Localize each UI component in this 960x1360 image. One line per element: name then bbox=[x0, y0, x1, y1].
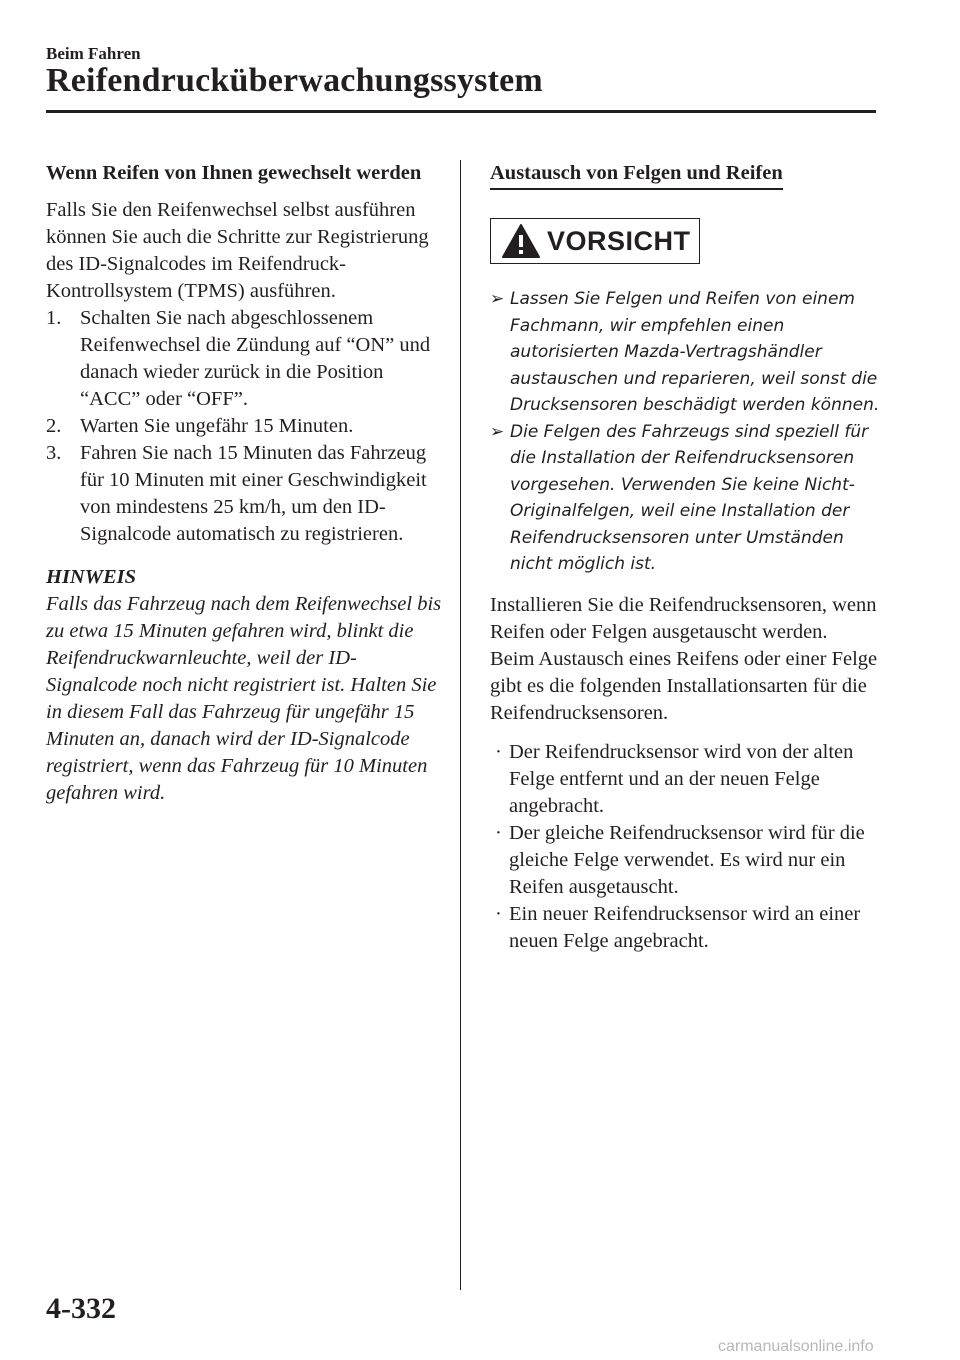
caution-item bbox=[490, 286, 880, 419]
install-paragraph bbox=[490, 592, 880, 727]
step-number: 1. bbox=[46, 307, 62, 329]
steps-list bbox=[46, 305, 446, 548]
warning-triangle-icon bbox=[501, 223, 541, 259]
column-divider bbox=[460, 160, 461, 1290]
header-rule bbox=[46, 110, 876, 113]
dot-bullet-icon: · bbox=[495, 821, 502, 844]
dot-bullet-icon: · bbox=[495, 902, 502, 925]
list-item-text: Der Reifendrucksensor wird von der alten Felge entfernt und an der neuen Felge angebracht. bbox=[509, 740, 854, 817]
step-item bbox=[46, 305, 446, 413]
install-paragraph-1: Installieren Sie die Reifendrucksensoren, wenn Reifen oder Felgen ausgetauscht werden. bbox=[490, 593, 877, 643]
right-section-heading: Austausch von Felgen und Reifen bbox=[490, 160, 783, 190]
left-section-heading: Wenn Reifen von Ihnen gewechselt werden bbox=[46, 162, 422, 184]
list-item-text: Der gleiche Reifendrucksensor wird für die gleiche Felge verwendet. Es wird nur ein Reifen ausgetauscht. bbox=[509, 821, 865, 898]
dot-bullet-icon: · bbox=[495, 740, 502, 763]
install-types-list bbox=[490, 739, 880, 955]
list-item bbox=[490, 901, 880, 955]
section-label: Beim Fahren bbox=[46, 44, 141, 63]
arrow-bullet-icon: ➢ bbox=[490, 421, 505, 442]
step-text: Schalten Sie nach abgeschlossenem Reifenwechsel die Zündung auf “ON” und danach wieder zurück in die Position “ACC” oder “OFF”. bbox=[80, 307, 431, 410]
page-number: 4-332 bbox=[46, 1292, 116, 1325]
note-title: HINWEIS bbox=[46, 566, 137, 588]
list-item bbox=[490, 820, 880, 901]
caution-item bbox=[490, 419, 880, 578]
caution-box bbox=[490, 218, 700, 264]
step-number: 2. bbox=[46, 415, 62, 437]
step-item bbox=[46, 413, 446, 440]
step-item bbox=[46, 440, 446, 548]
step-text: Warten Sie ungefähr 15 Minuten. bbox=[80, 415, 354, 437]
left-column bbox=[46, 160, 446, 807]
caution-label: VORSICHT bbox=[547, 225, 691, 256]
page-title: Reifendrucküberwachungssystem bbox=[46, 62, 543, 99]
step-text: Fahren Sie nach 15 Minuten das Fahrzeug für 10 Minuten mit einer Geschwindigkeit von mindestens 25 km/h, um den ID-Signalcode automatisch zu registrieren. bbox=[80, 442, 427, 545]
step-number: 3. bbox=[46, 442, 62, 464]
note-text: Falls das Fahrzeug nach dem Reifenwechsel bis zu etwa 15 Minuten gefahren wird, blinkt die Reifendruckwarnleuchte, weil der ID-Signalcode noch nicht registriert ist. Halten Sie in diesem Fall das Fahrzeug für ungefähr 15 Minuten an, danach wird der ID-Signalcode registriert, wenn das Fahrzeug für 10 Minuten gefahren wird. bbox=[46, 593, 442, 804]
caution-list bbox=[490, 286, 880, 578]
list-item-text: Ein neuer Reifendrucksensor wird an einer neuen Felge angebracht. bbox=[509, 902, 861, 952]
right-column bbox=[490, 160, 880, 955]
watermark: carmanualsonline.info bbox=[718, 1338, 874, 1355]
install-paragraph-2: Beim Austausch eines Reifens oder einer Felge gibt es die folgenden Installationsarten für die Reifendrucksensoren. bbox=[490, 647, 878, 724]
arrow-bullet-icon: ➢ bbox=[490, 289, 505, 309]
caution-text: Lassen Sie Felgen und Reifen von einem Fachmann, wir empfehlen einen autorisierten Mazda-Vertragshändler austauschen und reparieren, weil sonst die Drucksensoren beschädigt werden können. bbox=[510, 289, 880, 415]
intro-paragraph: Falls Sie den Reifenwechsel selbst ausführen können Sie auch die Schritte zur Registrierung des ID-Signalcodes im Reifendruck-Kontrollsystem (TPMS) ausführen. bbox=[46, 199, 429, 302]
list-item bbox=[490, 739, 880, 820]
caution-text: Die Felgen des Fahrzeugs sind speziell für die Installation der Reifendrucksensoren vorgesehen. Verwenden Sie keine Nicht-Originalfelgen, weil eine Installation der Reifendrucksensoren unter Umständen nicht möglich ist. bbox=[510, 421, 869, 574]
